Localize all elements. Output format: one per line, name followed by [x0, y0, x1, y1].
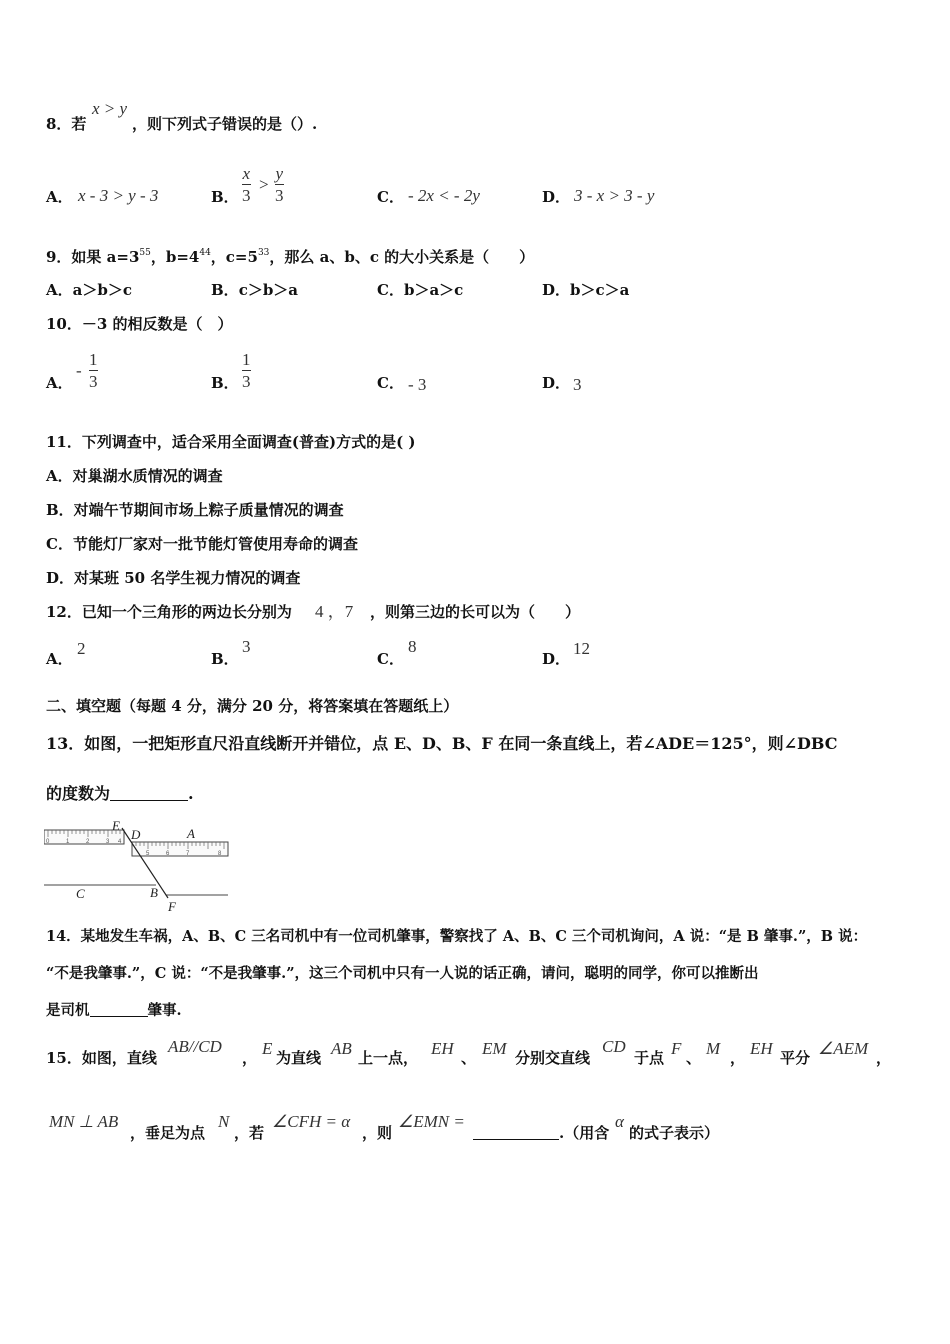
q12-option-d-label: D．	[542, 650, 571, 668]
q15-math: EM	[482, 1039, 507, 1058]
q15-math: M	[706, 1039, 721, 1058]
q12-option-a-value: 2	[77, 639, 86, 658]
point-label-d: D	[131, 827, 141, 842]
q10-option-b-frac: 1 3	[242, 350, 251, 391]
q15-text: 15．如图，直线	[46, 1049, 157, 1067]
point-label-a: A	[187, 826, 195, 841]
ruler-number: 3	[106, 839, 110, 845]
ruler-number: 0	[46, 839, 50, 845]
q15-text: 、	[686, 1049, 702, 1067]
q10-option-a-sign: -	[76, 361, 82, 380]
q13-line1: 13．如图，一把矩形直尺沿直线断开并错位，点 E、D、B、F 在同一条直线上，若∠ADE＝125°，则∠DBC	[46, 734, 838, 753]
q12-stem-pre: 12．已知一个三角形的两边长分别为	[46, 603, 292, 621]
q8-option-d-expr: 3 - x > 3 - y	[574, 186, 655, 205]
q15-math: ∠CFH = α	[272, 1112, 351, 1131]
q14-line1: 14．某地发生车祸，A、B、C 三名司机中有一位司机肇事，警察找了 A、B、C 三个司机询问，A 说：“是 B 肇事.”，B 说：	[46, 928, 868, 945]
q8-option-d-label: D．	[542, 188, 571, 206]
q15-math: MN ⊥ AB	[49, 1112, 119, 1131]
q15-answer-blank[interactable]	[473, 1125, 559, 1140]
q10-option-d-label: D．	[542, 374, 571, 392]
q15-text: ，	[876, 1049, 892, 1067]
point-label-c: C	[76, 886, 85, 901]
q11-stem: 11．下列调查中，适合采用全面调查(普查)方式的是( )	[46, 433, 416, 451]
q12-option-b-value: 3	[242, 637, 251, 656]
q8-option-b-label: B．	[211, 188, 239, 206]
q8-option-b-frac2: y 3	[275, 164, 284, 205]
q15-math: N	[218, 1112, 230, 1131]
q15-math: ∠AEM	[818, 1039, 869, 1058]
q15-math: F	[671, 1039, 682, 1058]
q15-text: 上一点，	[358, 1049, 419, 1067]
q15-math: CD	[602, 1037, 626, 1056]
q12-option-c-label: C．	[377, 650, 404, 668]
q15-math: AB//CD	[168, 1037, 222, 1056]
q10-option-c-value: - 3	[408, 375, 427, 394]
q10-option-b-label: B．	[211, 374, 239, 392]
q8-option-a-expr: x - 3 > y - 3	[78, 186, 159, 205]
q12-option-a-label: A．	[46, 650, 73, 668]
q10-option-a-frac: 1 3	[89, 350, 98, 391]
ruler-number: 6	[166, 851, 170, 857]
q8-option-c-expr: - 2x < - 2y	[408, 186, 480, 205]
q15-text: 、	[461, 1049, 477, 1067]
q10-option-c-label: C．	[377, 374, 404, 392]
ruler-number: 4	[118, 839, 122, 845]
q15-text: ，	[242, 1049, 258, 1067]
q15-math: EH	[750, 1039, 773, 1058]
q8-option-a-label: A．	[46, 188, 73, 206]
q8-option-b-op: >	[259, 175, 269, 194]
q10-option-a-label: A．	[46, 374, 73, 392]
q10-stem: 10．－3 的相反数是（ ）	[46, 315, 233, 333]
q15-text: ，	[730, 1049, 746, 1067]
q14-answer-blank[interactable]	[90, 1016, 148, 1017]
ruler-number: 8	[218, 851, 222, 857]
q13-ruler-figure	[44, 818, 234, 914]
q15-text: 的式子表示）	[629, 1124, 720, 1142]
q12-option-c-value: 8	[408, 637, 417, 656]
cut-line	[122, 828, 168, 898]
q10-option-d-value: 3	[573, 375, 582, 394]
q8-condition: x > y	[92, 99, 128, 118]
q8-stem: ，则下列式子错误的是（）.	[132, 115, 318, 133]
q15-math: EH	[431, 1039, 454, 1058]
point-label-b: B	[150, 885, 158, 900]
q9-option-b: B．c＞b＞a	[211, 281, 299, 299]
q15-math: α	[615, 1112, 624, 1131]
q11-option-b: B．对端午节期间市场上粽子质量情况的调查	[46, 501, 344, 519]
q15-math: ∠EMN =	[398, 1112, 465, 1131]
q12-option-d-value: 12	[573, 639, 590, 658]
ruler-number: 2	[86, 839, 90, 845]
q15-math: AB	[331, 1039, 352, 1058]
q9-option-a: A．a＞b＞c	[46, 281, 132, 299]
q9-option-c: C．b＞a＞c	[377, 281, 464, 299]
q8-option-c-label: C．	[377, 188, 404, 206]
q15-text: ，则	[362, 1124, 393, 1142]
q15-text: .（用含	[559, 1124, 610, 1142]
q9-stem: 9．如果 $a=3^{55}$，$b=4^{44}$，$c=5^{33}$，那么 a、b、c 的大小关系是（ ）	[46, 248, 535, 266]
q15-text: ，若	[234, 1124, 265, 1142]
q12-option-b-label: B．	[211, 650, 239, 668]
ruler-number: 5	[146, 851, 150, 857]
q15-math: E	[262, 1039, 273, 1058]
q13-line2: 的度数为 .	[46, 784, 194, 803]
q12-sides: 4 ，7	[315, 602, 354, 621]
q11-option-a: A．对巢湖水质情况的调查	[46, 467, 223, 485]
ruler-number: 7	[186, 851, 190, 857]
ruler-number: 1	[66, 839, 70, 845]
q14-line3: 是司机 肇事.	[46, 1002, 182, 1019]
q15-text: 于点	[634, 1049, 665, 1067]
q8-option-b-frac1: x 3	[242, 164, 251, 205]
q15-text: ，垂足为点	[130, 1124, 206, 1142]
point-label-f: F	[168, 899, 176, 914]
q8-number: 8．若	[46, 115, 87, 133]
q11-option-c: C．节能灯厂家对一批节能灯管使用寿命的调查	[46, 535, 358, 553]
q14-line2: “不是我肇事.”，C 说：“不是我肇事.”，这三个司机中只有一人说的话正确，请问，聪明的同学，你可以推断出	[46, 965, 759, 982]
point-label-e: E	[112, 818, 120, 833]
q12-stem-tail: ，则第三边的长可以为（ ）	[370, 603, 581, 621]
q15-text: 平分	[780, 1049, 811, 1067]
q13-answer-blank[interactable]	[110, 800, 188, 801]
section-heading: 二、填空题（每题 4 分，满分 20 分，将答案填在答题纸上）	[46, 697, 459, 715]
q9-option-d: D．b＞c＞a	[542, 281, 630, 299]
q11-option-d: D．对某班 50 名学生视力情况的调查	[46, 569, 301, 587]
q15-text: 为直线	[276, 1049, 322, 1067]
q15-text: 分别交直线	[515, 1049, 591, 1067]
